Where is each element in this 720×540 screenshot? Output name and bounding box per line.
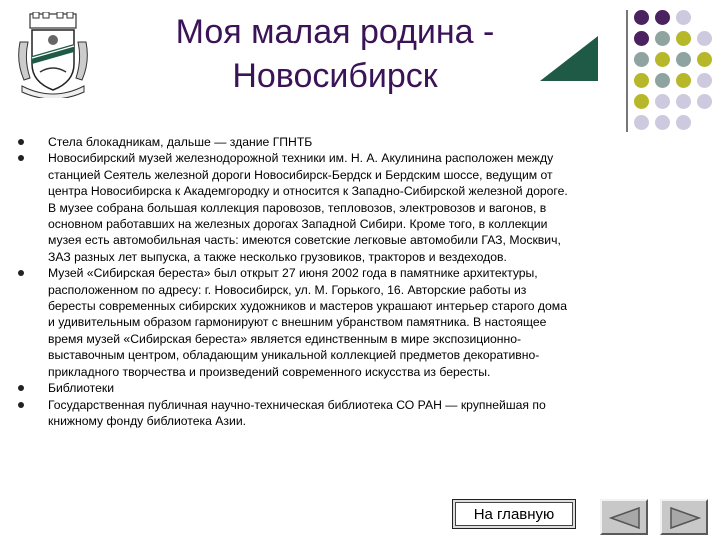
decorative-dot: [655, 31, 670, 46]
decorative-dot: [634, 115, 649, 130]
triangle-right-icon: [668, 506, 702, 530]
list-item: [18, 397, 658, 430]
back-button[interactable]: [600, 499, 648, 535]
home-button[interactable]: [452, 499, 576, 529]
decorative-dot: [676, 115, 691, 130]
decorative-dot: [697, 94, 712, 109]
decorative-dot: [634, 73, 649, 88]
bullet-icon: [18, 155, 24, 161]
triangle-left-icon: [608, 506, 642, 530]
decorative-dot: [634, 31, 649, 46]
page-title: [120, 10, 550, 98]
list-item: [18, 265, 658, 380]
decorative-dot: [697, 73, 712, 88]
decorative-dot: [655, 52, 670, 67]
decorative-dot: [655, 73, 670, 88]
decorative-dot: [655, 115, 670, 130]
decorative-dot: [655, 10, 670, 25]
forward-button[interactable]: [660, 499, 708, 535]
list-item-text: Библиотеки: [48, 381, 115, 396]
title-line-1: Моя малая родина -: [175, 13, 495, 51]
decorative-dot: [676, 94, 691, 109]
decorative-divider: [626, 10, 628, 132]
list-item: [18, 134, 658, 150]
decorative-dot: [697, 52, 712, 67]
list-item: [18, 380, 658, 396]
decorative-dot: [676, 52, 691, 67]
bullet-icon: [18, 270, 24, 276]
decorative-dot: [676, 73, 691, 88]
title-line-2: Новосибирск: [232, 57, 438, 95]
list-item-text: Музей «Сибирская береста» был открыт 27 июня 2002 года в памятнике архитектуры, расположенном по адресу: г. Новосибирск, ул. М. Горького, 16. Авторские работы из бересты современных сибирских художников и мастеров украшают интерьер старого дома и удивительным образом гармонируют с внешним убранством памятника. В настоящее время музей «Сибирская береста» является единственным в мире экспозиционно- выставочным центром, обладающим уникальной коллекцией предметов декоративно- прикладного творчества и произведений современного искусства из бересты.: [48, 266, 567, 379]
decorative-dot: [676, 10, 691, 25]
list-item-text: Государственная публичная научно-техническая библиотека СО РАН — крупнейшая по книжному фонду библиотека Азии.: [48, 397, 546, 428]
decorative-dot: [634, 52, 649, 67]
bullet-icon: [18, 402, 24, 408]
list-item-text: Стела блокадникам, дальше — здание ГПНТБ: [48, 135, 313, 149]
coat-of-arms-icon: [16, 12, 90, 98]
decorative-dot: [634, 10, 649, 25]
decorative-dot: [655, 94, 670, 109]
flag-icon: [534, 33, 598, 81]
decorative-dot-grid: [632, 8, 716, 136]
content-list: [18, 134, 658, 429]
home-button-label: На главную: [455, 502, 573, 526]
decorative-dot: [676, 31, 691, 46]
list-item: [18, 150, 658, 265]
bullet-icon: [18, 139, 24, 145]
decorative-dot: [634, 94, 649, 109]
list-item-text: Новосибирский музей железнодорожной техники им. Н. А. Акулинина расположен между станцией Сеятель железной дороги Новосибирск-Бердск и Бердским шоссе, ведущим от центра Новосибирска к Академгородку и относится к Западно-Сибирской железной дороге. В музее собрана большая коллекция паровозов, тепловозов, электровозов и вагонов, в основном работавших на железных дорогах Западной Сибири. Кроме того, в коллекции музея есть автомобильная часть: имеются советские легковые автомобили ГАЗ, Москвич, ЗАЗ разных лет выпуска, а также несколько грузовиков, тракторов и вездеходов.: [48, 151, 568, 264]
decorative-dot: [697, 31, 712, 46]
bullet-icon: [18, 385, 24, 391]
